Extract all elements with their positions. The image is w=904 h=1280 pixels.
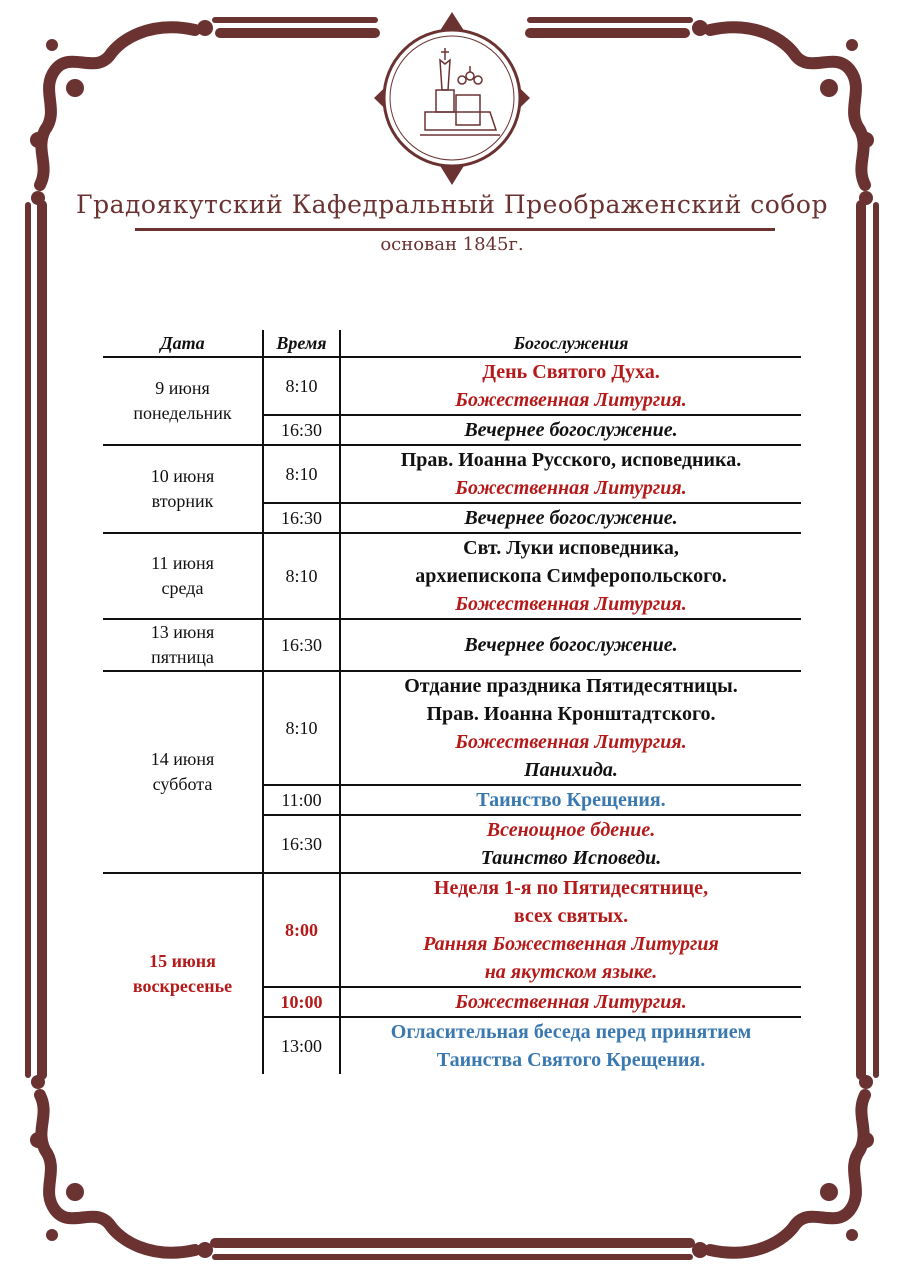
time-cell: 8:10 [263, 357, 340, 415]
time-cell: 10:00 [263, 987, 340, 1017]
time-cell: 8:00 [263, 873, 340, 987]
service-line: архиепископа Симферопольского. [415, 565, 727, 587]
service-line: Таинство Исповеди. [480, 847, 662, 869]
service-line: Прав. Иоанна Русского, исповедника. [400, 449, 742, 471]
service-cell [340, 503, 801, 533]
service-line: Отдание праздника Пятидесятницы. [404, 675, 738, 697]
date-label: 15 июня [149, 951, 216, 971]
service-line: Божественная Литургия. [455, 991, 687, 1013]
time-cell: 16:30 [263, 815, 340, 873]
date-label: 14 июня [150, 749, 215, 769]
service-cell [340, 533, 801, 619]
date-cell [103, 619, 263, 671]
time-cell: 13:00 [263, 1017, 340, 1074]
time-cell: 8:10 [263, 445, 340, 503]
header-time: Время [263, 330, 340, 357]
service-cell [340, 873, 801, 987]
table-row [103, 357, 801, 415]
service-line: Вечернее богослужение. [464, 507, 678, 529]
service-line: всех святых. [513, 905, 629, 927]
service-line: Божественная Литургия. [455, 389, 687, 411]
table-row [103, 533, 801, 619]
service-line: Всенощное бдение. [486, 819, 656, 841]
service-line: Божественная Литургия. [455, 731, 687, 753]
table-row [103, 445, 801, 503]
date-cell [103, 873, 263, 1074]
time-cell: 8:10 [263, 671, 340, 785]
date-cell [103, 357, 263, 445]
service-line: День Святого Духа. [482, 361, 660, 383]
header-date: Дата [103, 330, 263, 357]
weekday-label: вторник [151, 491, 214, 511]
service-line: Ранняя Божественная Литургия [423, 933, 719, 955]
service-cell [340, 1017, 801, 1074]
schedule-table [103, 330, 801, 1074]
service-cell [340, 671, 801, 785]
cathedral-emblem [374, 12, 530, 185]
service-line: Божественная Литургия. [455, 477, 687, 499]
page-title: Градоякутский Кафедральный Преображенский собор [76, 190, 828, 219]
time-cell: 11:00 [263, 785, 340, 815]
service-cell [340, 785, 801, 815]
service-line: Таинства Святого Крещения. [436, 1049, 706, 1071]
title-divider [135, 228, 775, 231]
service-line: Неделя 1-я по Пятидесятнице, [433, 877, 709, 899]
service-line: Вечернее богослужение. [464, 634, 678, 656]
service-cell [340, 987, 801, 1017]
service-cell [340, 445, 801, 503]
service-line: Огласительная беседа перед принятием [390, 1021, 752, 1043]
date-label: 10 июня [150, 466, 215, 486]
time-cell: 16:30 [263, 619, 340, 671]
weekday-label: среда [161, 578, 204, 598]
service-cell [340, 357, 801, 415]
time-cell: 16:30 [263, 415, 340, 445]
weekday-label: пятница [151, 647, 214, 667]
table-row [103, 671, 801, 785]
table-header-row [103, 330, 801, 357]
weekday-label: суббота [152, 774, 213, 794]
service-line: Божественная Литургия. [455, 593, 687, 615]
service-line: Свт. Луки исповедника, [463, 537, 679, 559]
date-label: 9 июня [155, 378, 210, 398]
time-cell: 16:30 [263, 503, 340, 533]
table-row [103, 873, 801, 987]
service-cell [340, 815, 801, 873]
service-line: на якутском языке. [484, 961, 658, 983]
date-label: 13 июня [150, 622, 215, 642]
weekday-label: понедельник [133, 403, 232, 423]
service-line: Вечернее богослужение. [464, 419, 678, 441]
service-cell [340, 415, 801, 445]
table-row [103, 619, 801, 671]
date-cell [103, 671, 263, 873]
service-line: Таинство Крещения. [476, 789, 666, 811]
service-line: Панихида. [524, 759, 618, 781]
date-cell [103, 445, 263, 533]
service-line: Прав. Иоанна Кронштадтского. [426, 703, 716, 725]
date-label: 11 июня [151, 553, 214, 573]
time-cell: 8:10 [263, 533, 340, 619]
header-services: Богослужения [340, 330, 801, 357]
weekday-label: воскресенье [132, 976, 233, 996]
service-cell [340, 619, 801, 671]
date-cell [103, 533, 263, 619]
page-subtitle: основан 1845г. [380, 234, 524, 255]
